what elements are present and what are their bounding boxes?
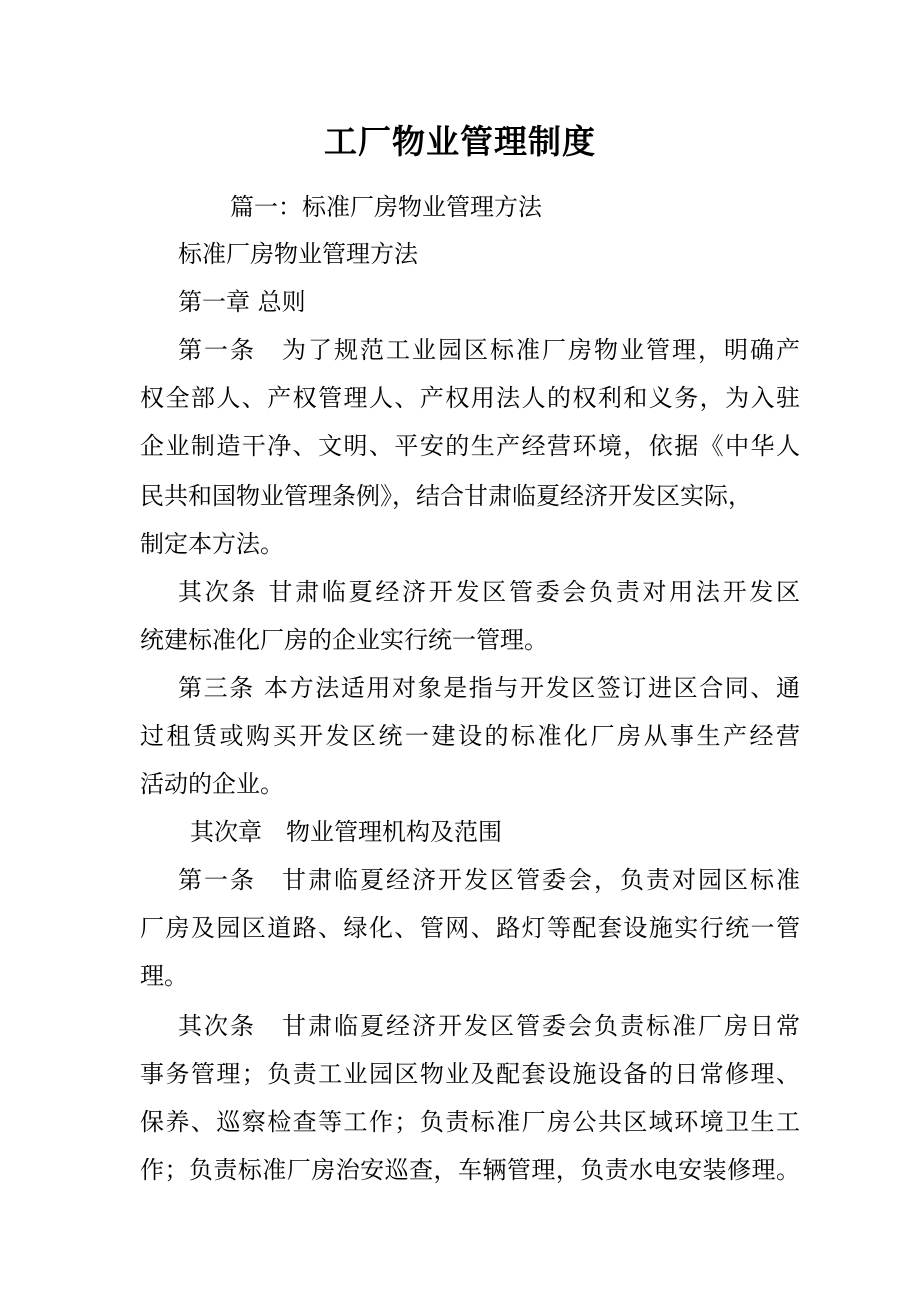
paragraph-line: 其次条 甘肃临夏经济开发区管委会负责对用法开发区 <box>178 578 800 606</box>
paragraph-line: 事务管理；负责工业园区物业及配套设施设备的日常修理、 <box>140 1060 800 1088</box>
paragraph-line: 制定本方法。 <box>140 530 284 558</box>
paragraph-line: 第一条 甘肃临夏经济开发区管委会，负责对园区标准 <box>178 866 800 894</box>
paragraph-line: 其次条 甘肃临夏经济开发区管委会负责标准厂房日常 <box>178 1012 800 1040</box>
paragraph-line: 民共和国物业管理条例》，结合甘肃临夏经济开发区实际， <box>140 482 752 510</box>
document-title: 工厂物业管理制度 <box>324 122 596 161</box>
paragraph-line: 作；负责标准厂房治安巡查，车辆管理，负责水电安装修理。 <box>140 1156 800 1184</box>
paragraph-line: 活动的企业。 <box>140 770 284 798</box>
paragraph-line: 保养、巡察检查等工作；负责标准厂房公共区域环境卫生工 <box>140 1108 800 1136</box>
paragraph-line: 第一条 为了规范工业园区标准厂房物业管理，明确产 <box>178 336 800 364</box>
subsection-heading: 标准厂房物业管理方法 <box>178 240 418 268</box>
paragraph-line: 理。 <box>140 962 188 990</box>
paragraph-line: 企业制造干净、文明、平安的生产经营环境，依据《中华人 <box>140 432 800 460</box>
chapter-heading: 其次章 物业管理机构及范围 <box>190 818 502 846</box>
chapter-heading: 第一章 总则 <box>178 288 306 316</box>
paragraph-line: 权全部人、产权管理人、产权用法人的权利和义务，为入驻 <box>140 384 800 412</box>
paragraph-line: 厂房及园区道路、绿化、管网、路灯等配套设施实行统一管 <box>140 914 800 942</box>
paragraph-line: 过租赁或购买开发区统一建设的标准化厂房从事生产经营 <box>140 722 800 750</box>
paragraph-line: 统建标准化厂房的企业实行统一管理。 <box>140 626 548 654</box>
section-heading: 篇一：标准厂房物业管理方法 <box>230 193 542 221</box>
paragraph-line: 第三条 本方法适用对象是指与开发区签订进区合同、通 <box>178 674 800 702</box>
